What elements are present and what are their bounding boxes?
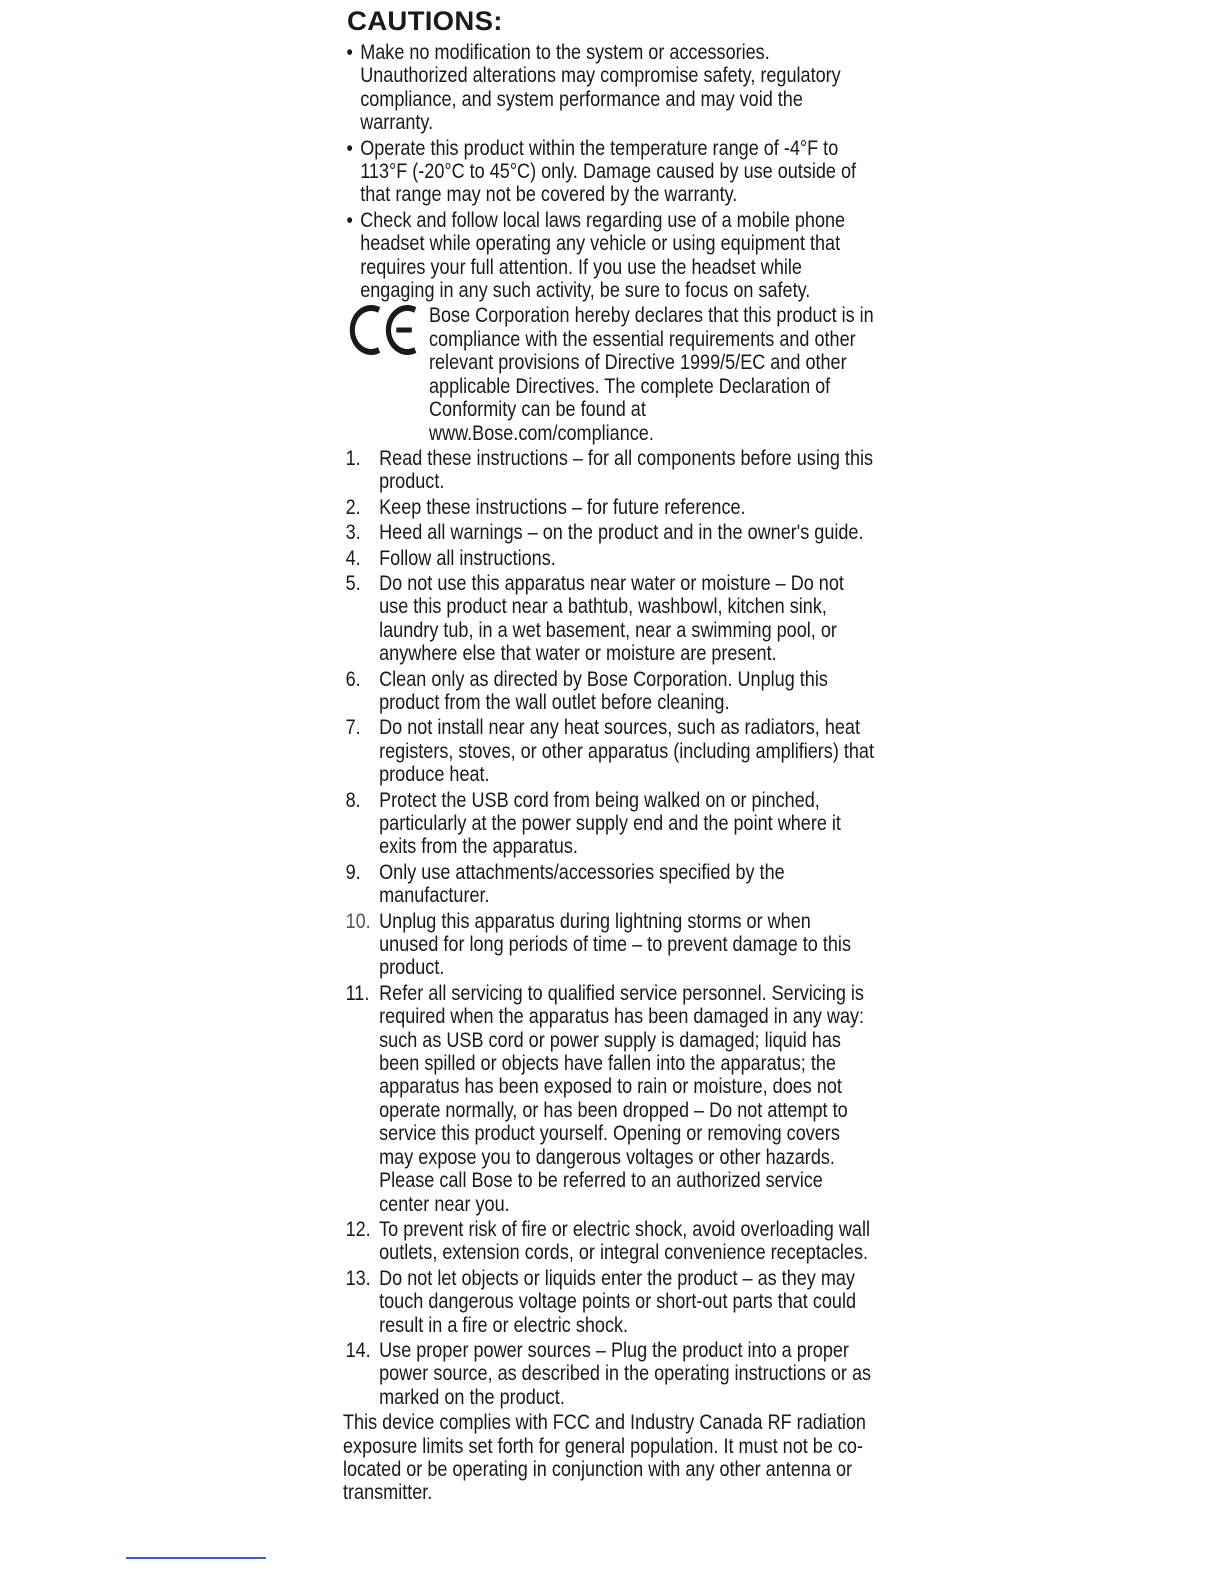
list-item: [343, 1267, 874, 1337]
bullet-icon: •: [346, 41, 353, 64]
instruction-text: Heed all warnings – on the product and in the owner's guide.: [379, 521, 864, 545]
list-item: [343, 789, 874, 859]
body-text: [343, 41, 874, 1505]
bullet-icon: •: [346, 208, 353, 232]
instruction-text: Only use attachments/accessories specified by the manufacturer.: [379, 860, 785, 908]
item-number: 1.: [345, 446, 361, 470]
instruction-text: Follow all instructions.: [379, 546, 556, 570]
ce-mark-icon: [348, 304, 419, 356]
list-item: [343, 1218, 874, 1265]
item-number: 10.: [345, 909, 371, 933]
ce-declaration-text: Bose Corporation hereby declares that this product is in compliance with the essential requirements and other relevant provisions of Directive 1999/5/EC and other applicable Directives. The complete Declaration of Conformity can be found at www.Bose.com/compliance.: [429, 304, 874, 445]
item-number: 5.: [345, 571, 361, 595]
item-number: 3.: [345, 521, 361, 545]
list-item: [343, 716, 874, 786]
list-item: [343, 572, 874, 666]
list-item: [343, 547, 874, 570]
item-number: 14.: [345, 1338, 371, 1362]
instruction-text: Protect the USB cord from being walked on or pinched, particularly at the power supply end and the point where it exits from the apparatus.: [379, 788, 841, 859]
instruction-text: To prevent risk of fire or electric shock, avoid overloading wall outlets, extension cords, or integral convenience receptacles.: [379, 1217, 870, 1265]
list-item: [343, 982, 874, 1216]
list-item: [343, 41, 874, 135]
cautions-page: [343, 4, 875, 1505]
instruction-text: Do not use this apparatus near water or moisture – Do not use this product near a bathtub, washbowl, kitchen sink, laundry tub, in a wet basement, near a swimming pool, or anywhere else that water or moisture are present.: [379, 571, 844, 666]
list-item: [343, 447, 874, 494]
list-item: [343, 910, 874, 980]
instruction-text: Unplug this apparatus during lightning storms or when unused for long periods of time – to prevent damage to this product.: [379, 909, 851, 980]
divider: [126, 1557, 266, 1559]
instruction-text: Keep these instructions – for future reference.: [379, 495, 746, 519]
item-number: 12.: [345, 1217, 371, 1241]
list-item: [343, 209, 874, 303]
list-item: [343, 861, 874, 908]
list-item: [343, 521, 874, 544]
caution-text: Operate this product within the temperature range of -4°F to 113°F (-20°C to 45°C) only. Damage caused by use outside of that range may not be covered by the warranty.: [360, 136, 857, 207]
instruction-text: Clean only as directed by Bose Corporation. Unplug this product from the wall outlet before cleaning.: [379, 667, 828, 714]
instruction-text: Do not install near any heat sources, such as radiators, heat registers, stoves, or other apparatus (including amplifiers) that produce heat.: [379, 716, 874, 787]
item-number: 4.: [345, 546, 361, 570]
list-item: [343, 668, 874, 715]
caution-text: Make no modification to the system or accessories. Unauthorized alterations may compromise safety, regulatory compliance, and system performance and may void the warranty.: [360, 41, 841, 135]
list-item: [343, 137, 874, 207]
cautions-list: [343, 41, 874, 302]
bullet-icon: •: [346, 136, 353, 160]
item-number: 8.: [345, 788, 361, 812]
fcc-statement: This device complies with FCC and Industry Canada RF radiation exposure limits set forth for general population. It must not be co-located or be operating in conjunction with any other antenna or transmitter.: [343, 1411, 866, 1505]
list-item: [343, 496, 874, 519]
instructions-list: [343, 447, 874, 1409]
instruction-text: Refer all servicing to qualified service personnel. Servicing is required when the apparatus has been damaged in any way: such as USB cord or power supply is damaged; liquid has been spilled or objects have fallen into the apparatus; the apparatus has been exposed to rain or moisture, does not operate normally, or has been dropped – Do not attempt to service this product yourself. Opening or removing covers may expose you to dangerous voltages or other hazards. Please call Bose to be referred to an authorized service center near you.: [379, 981, 865, 1216]
item-number: 13.: [345, 1266, 371, 1290]
item-number: 9.: [345, 860, 361, 884]
instruction-text: Use proper power sources – Plug the product into a proper power source, as described in the operating instructions or as marked on the product.: [379, 1338, 872, 1409]
instruction-text: Read these instructions – for all components before using this product.: [379, 446, 874, 494]
instruction-text: Do not let objects or liquids enter the product – as they may touch dangerous voltage points or short-out parts that could result in a fire or electric shock.: [379, 1266, 857, 1337]
item-number: 7.: [345, 716, 361, 740]
item-number: 2.: [345, 495, 361, 519]
list-item: [343, 1339, 874, 1409]
page-title: CAUTIONS:: [347, 6, 503, 36]
item-number: 6.: [345, 667, 361, 691]
item-number: 11.: [345, 981, 370, 1005]
ce-declaration-block: [343, 304, 874, 444]
caution-text: Check and follow local laws regarding use of a mobile phone headset while operating any vehicle or using equipment that requires your full attention. If you use the headset while engaging in any such activity, be sure to focus on safety.: [360, 208, 846, 303]
